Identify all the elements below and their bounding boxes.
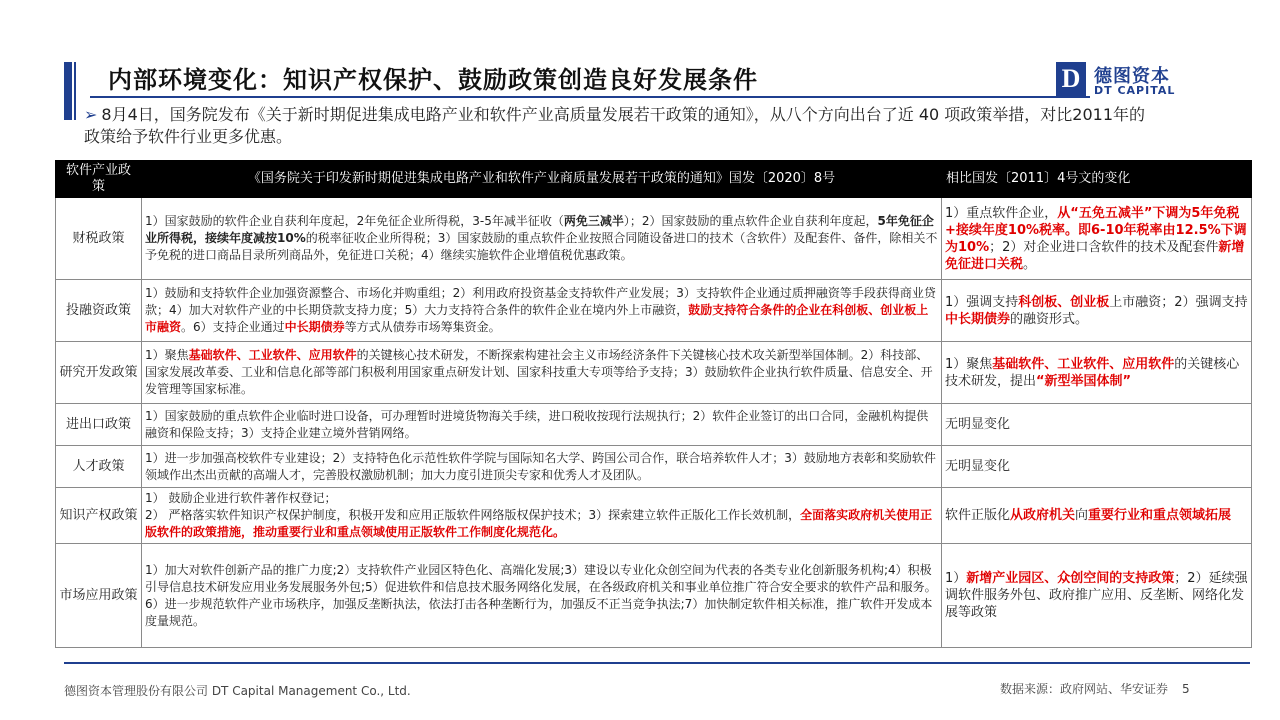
highlight-text: 从“五免五减半”下调为5年免税+接续年度10%税率。即6-10年税率由12.5%下调为10% — [945, 205, 1247, 255]
policy-category-cell: 人才政策 — [56, 446, 142, 488]
header-policy-content: 《国务院关于印发新时期促进集成电路产业和软件产业商质量发展若干政策的通知》国发〔2020〕8号 — [142, 161, 942, 198]
logo-text-cn: 德图资本 — [1094, 66, 1170, 87]
table-row — [56, 488, 1252, 544]
policy-change-cell — [942, 544, 1252, 648]
body-text: 1）重点软件企业， — [945, 205, 1058, 221]
logo-mark-icon: D — [1056, 62, 1086, 96]
body-text: 的融资形式。 — [1010, 311, 1089, 327]
policy-change-cell — [942, 342, 1252, 404]
highlight-text: 基础软件、工业软件、应用软件 — [188, 348, 357, 362]
body-text: 1） — [945, 571, 967, 586]
policy-content-cell — [142, 342, 942, 404]
policy-content-cell — [142, 280, 942, 342]
highlight-text: 全面落实政府机关使用正版软件的政策措施，推动重要行业和重点领域使用正版软件工作制度化规范化。 — [145, 508, 933, 539]
policy-content-cell — [142, 488, 942, 544]
policy-category-cell: 进出口政策 — [56, 404, 142, 446]
body-text: 的关键核心技术研发，提出 — [945, 356, 1240, 389]
body-text: 1）鼓励和支持软件企业加强资源整合、市场化并购重组；2）利用政府投资基金支持软件产业发展；3）支持软件企业通过质押融资等手段获得商业贷款；4）加大对软件产业的中长期贷款支持力度；5）大力支持符合条件的软件企业在境内外上市融资， — [145, 286, 936, 317]
body-text: 。6）支持企业通过 — [181, 320, 285, 334]
bold-text: 5年免征企业所得税，接续年度减按10% — [145, 214, 934, 245]
body-text: 上市融资；2）强调支持 — [1109, 294, 1248, 310]
company-logo — [1056, 62, 1226, 98]
table-row — [56, 198, 1252, 280]
title-underline — [90, 96, 1090, 98]
policy-table — [55, 160, 1252, 648]
title-accent-bar — [64, 62, 72, 120]
table-row — [56, 404, 1252, 446]
page-number: 5 — [1182, 682, 1190, 696]
policy-content-cell — [142, 404, 942, 446]
body-text: 向 — [1075, 508, 1089, 523]
page-title: 内部环境变化：知识产权保护、鼓励政策创造良好发展条件 — [108, 66, 758, 94]
table-row — [56, 280, 1252, 342]
bullet-arrow-icon: ➢ — [84, 105, 98, 124]
footer-divider — [64, 662, 1250, 664]
body-text: 1）国家鼓励的软件企业自获利年度起，2年免征企业所得税，3-5年减半征收（ — [145, 214, 564, 228]
body-text: 1） 鼓励企业进行软件著作权登记； — [145, 491, 337, 505]
policy-change-cell — [942, 280, 1252, 342]
body-text: 无明显变化 — [945, 459, 1011, 474]
highlight-text: 中长期债券 — [945, 311, 1011, 327]
policy-category-cell: 投融资政策 — [56, 280, 142, 342]
intro-paragraph — [84, 104, 1154, 148]
body-text: 。 — [1023, 256, 1037, 272]
policy-category-cell: 市场应用政策 — [56, 544, 142, 648]
body-text: 2） 严格落实软件知识产权保护制度，积极开发和应用正版软件网络版权保护技术；3）探索建立软件正版化工作长效机制， — [145, 508, 801, 522]
highlight-text: 新增产业园区、众创空间的支持政策 — [966, 571, 1175, 586]
policy-content-cell — [142, 544, 942, 648]
policy-category-cell: 财税政策 — [56, 198, 142, 280]
body-text: 等方式从债券市场筹集资金。 — [344, 320, 501, 334]
body-text: ；2）延续强调软件服务外包、政府推广应用、反垄断、网络化发展等政策 — [945, 571, 1248, 620]
footer-source — [1000, 680, 1190, 697]
body-text: 的税率征收企业所得税；3）国家鼓励的重点软件企业按照合同随设备进口的技术（含软件）及配套件、备件，除相关不予免税的进口商品目录所列商品外，免征进口关税；4）继续实施软件企业增值税优惠政策。 — [145, 231, 938, 262]
body-text: 1）聚焦 — [145, 348, 189, 362]
policy-change-cell — [942, 404, 1252, 446]
table-header-row — [56, 161, 1252, 198]
highlight-text: 科创板、创业板 — [1018, 294, 1110, 310]
body-text: ）；2）国家鼓励的重点软件企业自获利年度起， — [623, 214, 878, 228]
table-row — [56, 342, 1252, 404]
body-text: 1）聚焦 — [945, 356, 993, 372]
body-text: 软件正版化 — [945, 508, 1011, 523]
policy-change-cell — [942, 198, 1252, 280]
intro-text: 8月4日，国务院发布《关于新时期促进集成电路产业和软件产业高质量发展若干政策的通知》，从八个方向出台了近 40 项政策举措，对比2011年的政策给予软件行业更多优惠。 — [84, 105, 1146, 146]
body-text: 1）加大对软件创新产品的推广力度;2）支持软件产业园区特色化、高端化发展;3）建设以专业化众创空间为代表的各类专业化创新服务机构;4）积极引导信息技术研发应用业务发展服务外包;5）促进软件和信息技术服务网络化发展，在各级政府机关和事业单位推广符合安全要求的软件产品和服务。6）进一步规范软件产业市场秩序，加强反垄断执法，依法打击各种垄断行为，加强反不正当竞争执法;7）加快制定软件相关标准，推广软件开发成本度量规范。 — [145, 562, 937, 628]
footer-company: 德图资本管理股份有限公司 DT Capital Management Co., Ltd. — [64, 684, 411, 698]
policy-content-cell — [142, 198, 942, 280]
header-policy-category: 软件产业政策 — [56, 161, 142, 198]
header-policy-change: 相比国发〔2011〕4号文的变化 — [942, 161, 1252, 198]
title-accent-bar-thin — [74, 62, 76, 120]
body-text: 的关键核心技术研发，不断探索构建社会主义市场经济条件下关键核心技术攻关新型举国体制。2）科技部、国家发展改革委、工业和信息化部等部门积极利用国家重点研发计划、国家科技重大专项等给予支持；3）鼓励软件企业执行软件质量、信息安全、开发管理等国家标准。 — [145, 348, 933, 396]
highlight-text: 新增免征进口关税 — [945, 239, 1245, 272]
logo-text-en: DT CAPITAL — [1094, 84, 1176, 97]
body-text: 无明显变化 — [945, 417, 1011, 432]
policy-change-cell — [942, 488, 1252, 544]
highlight-text: 从政府机关 — [1010, 508, 1076, 523]
highlight-text: 鼓励支持符合条件的企业在科创板、创业板上市融资 — [145, 303, 929, 334]
body-text: 1）进一步加强高校软件专业建设；2）支持特色化示范性软件学院与国际知名大学、跨国公司合作，联合培养软件人才；3）鼓励地方表彰和奖励软件领域作出杰出贡献的高端人才，完善股权激励机制；加大力度引进顶尖专家和优秀人才及团队。 — [145, 450, 936, 482]
body-text: ；2）对企业进口含软件的技术及配套件 — [989, 239, 1219, 255]
source-text: 数据来源：政府网站、华安证券 — [1000, 682, 1169, 696]
highlight-text: 重要行业和重点领域拓展 — [1088, 508, 1232, 523]
table-row — [56, 544, 1252, 648]
bold-text: 两免三减半 — [563, 214, 624, 228]
highlight-text: 基础软件、工业软件、应用软件 — [992, 356, 1175, 372]
policy-change-cell — [942, 446, 1252, 488]
policy-category-cell: 研究开发政策 — [56, 342, 142, 404]
body-text: 1）国家鼓励的重点软件企业临时进口设备，可办理暂时进境货物海关手续，进口税收按现行法规执行；2）软件企业签订的出口合同，金融机构提供融资和保险支持；3）支持企业建立境外营销网络。 — [145, 408, 929, 440]
policy-category-cell: 知识产权政策 — [56, 488, 142, 544]
highlight-text: 中长期债券 — [284, 320, 345, 334]
body-text: 1）强调支持 — [945, 294, 1019, 310]
highlight-text: “新型举国体制” — [1036, 373, 1132, 389]
policy-content-cell — [142, 446, 942, 488]
table-row — [56, 446, 1252, 488]
